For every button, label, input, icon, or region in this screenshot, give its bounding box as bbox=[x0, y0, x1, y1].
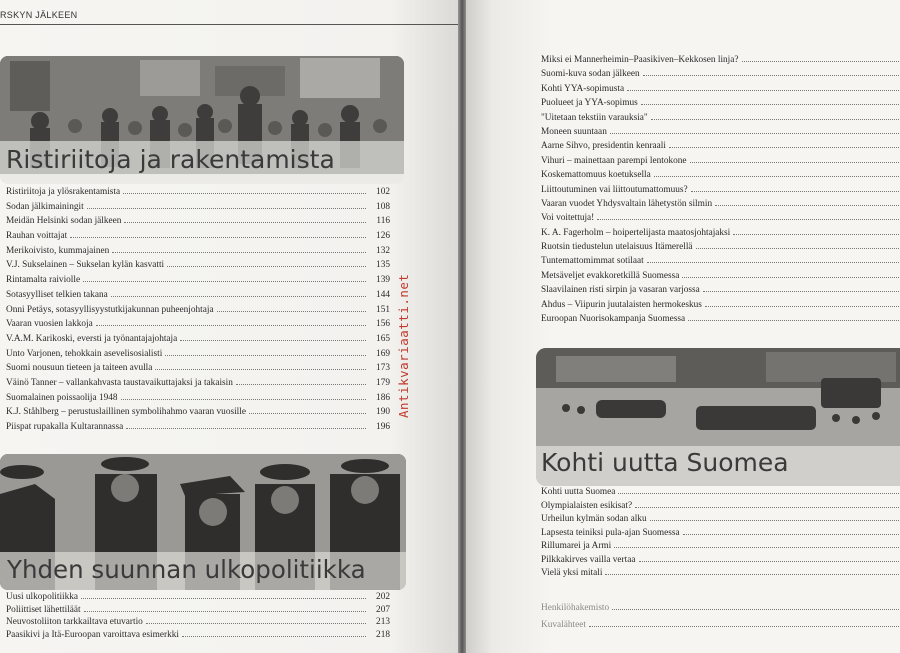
toc-entry-title: Neuvostoliiton tarkkailtava etuvartio bbox=[6, 617, 143, 628]
toc-entry-title: Merikoivisto, kummajainen bbox=[6, 245, 110, 256]
right-page bbox=[466, 0, 900, 653]
toc-entry-title: Miksi ei Mannerheimin–Paasikiven–Kekkosen linja? bbox=[541, 55, 739, 65]
toc-entry-title: Väinö Tanner – vallankahvasta taustavaikuttajaksi ja takaisin bbox=[6, 377, 233, 388]
toc-entry bbox=[541, 314, 900, 328]
toc-entry-page: 116 bbox=[376, 216, 390, 227]
toc-entry bbox=[6, 260, 390, 275]
section-title-ulkopolitiikka: Yhden suunnan ulkopolitiikka bbox=[7, 555, 366, 584]
toc-entry-title: Vaaran vuosien lakkoja bbox=[6, 319, 93, 330]
toc-entry-page: 108 bbox=[376, 201, 390, 212]
toc-entry-title: V.A.M. Karikoski, eversti ja työnantajajohtaja bbox=[6, 333, 178, 344]
toc-leader-dots bbox=[688, 320, 900, 321]
toc-entry-title: Uusi ulkopolitiikka bbox=[6, 592, 79, 602]
toc-entry bbox=[6, 378, 390, 393]
header-rule bbox=[0, 24, 458, 25]
toc-leader-dots bbox=[647, 262, 900, 263]
toc-entry bbox=[541, 242, 900, 256]
toc-entry-page: 169 bbox=[376, 348, 390, 359]
toc-entry-title: Lapsesta teiniksi pula-ajan Suomessa bbox=[541, 527, 680, 538]
toc-entry-page: 156 bbox=[376, 319, 390, 330]
toc-leader-dots bbox=[650, 520, 900, 521]
toc-leader-dots bbox=[165, 355, 366, 356]
toc-entry bbox=[541, 256, 900, 270]
toc-entry-page: 173 bbox=[376, 363, 390, 374]
toc-leader-dots bbox=[155, 369, 366, 370]
toc-entry-page: 196 bbox=[376, 422, 390, 432]
toc-entry-title: Unto Varjonen, tehokkain asevelisosialisti bbox=[6, 348, 163, 359]
toc-entry bbox=[541, 528, 900, 542]
toc-entry bbox=[541, 185, 900, 199]
toc-entry-title: K.J. Ståhlberg – perustuslaillinen symbolihahmo vaaran vuosille bbox=[6, 407, 246, 418]
toc-leader-dots bbox=[641, 104, 900, 105]
toc-leader-dots bbox=[126, 428, 366, 429]
toc-entry-title: Suomalainen poissaolija 1948 bbox=[6, 392, 118, 403]
toc-entry-page: 190 bbox=[376, 407, 390, 418]
toc-entry bbox=[541, 84, 900, 98]
toc-entry-title: Euroopan Nuorisokampanja Suomessa bbox=[541, 314, 686, 325]
toc-entry-title: Kuvalähteet bbox=[541, 620, 586, 630]
toc-entry bbox=[6, 202, 390, 217]
toc-leader-dots bbox=[167, 266, 366, 267]
toc-leader-dots bbox=[614, 547, 900, 548]
toc-entry-page: 139 bbox=[376, 275, 390, 286]
toc-entry-title: Ruotsin tiedustelun utelaisuus Itämerellä bbox=[541, 242, 693, 253]
toc-entry bbox=[6, 617, 390, 630]
toc-entry bbox=[541, 98, 900, 112]
toc-entry bbox=[6, 605, 390, 618]
toc-entry bbox=[541, 514, 900, 528]
toc-entry bbox=[541, 69, 900, 83]
toc-leader-dots bbox=[643, 75, 900, 76]
toc-leader-dots bbox=[639, 561, 900, 562]
toc-entry-page: 151 bbox=[376, 304, 390, 315]
toc-leader-dots bbox=[589, 626, 900, 627]
toc-leader-dots bbox=[84, 611, 366, 612]
toc-leader-dots bbox=[703, 291, 900, 292]
toc-entry bbox=[541, 487, 900, 501]
toc-entry bbox=[541, 271, 900, 285]
toc-leader-dots bbox=[742, 61, 900, 62]
toc-entry-title: "Uitetaan tekstiin varauksia" bbox=[541, 112, 648, 123]
toc-entry-title: Rintamalta raiviolle bbox=[6, 275, 81, 286]
toc-entry-page: 126 bbox=[376, 231, 390, 242]
toc-entry bbox=[541, 156, 900, 170]
toc-entry-page: 207 bbox=[376, 604, 390, 615]
toc-entry bbox=[6, 216, 390, 231]
toc-entry-title: Kohti YYA-sopimusta bbox=[541, 83, 625, 94]
toc-leader-dots bbox=[123, 193, 366, 194]
toc-entry bbox=[541, 620, 900, 637]
toc-entry-title: K. A. Fagerholm – hoipertelijasta maatosjohtajaksi bbox=[541, 227, 731, 238]
toc-leader-dots bbox=[605, 574, 900, 575]
toc-leader-dots bbox=[96, 325, 366, 326]
toc-entry-page: 179 bbox=[376, 377, 390, 388]
toc-leader-dots bbox=[733, 234, 900, 235]
toc-leader-dots bbox=[124, 222, 366, 223]
toc-entry-title: Henkilöhakemisto bbox=[541, 603, 610, 613]
toc-entry bbox=[541, 228, 900, 242]
toc-leader-dots bbox=[669, 147, 900, 148]
toc-entry-title: Aarne Sihvo, presidentin kenraali bbox=[541, 141, 666, 152]
toc-entry bbox=[6, 305, 390, 320]
toc-leader-dots bbox=[682, 277, 900, 278]
toc-leader-dots bbox=[70, 237, 366, 238]
toc-entry-page: 132 bbox=[376, 245, 390, 256]
toc-entry-page: 135 bbox=[376, 260, 390, 271]
toc-entry-title: Sotasyylliset telkien takana bbox=[6, 289, 108, 300]
toc-entry bbox=[541, 170, 900, 184]
toc-leader-dots bbox=[87, 208, 366, 209]
toc-leader-dots bbox=[111, 296, 366, 297]
toc-entry bbox=[541, 55, 900, 69]
toc-entry bbox=[6, 187, 390, 202]
toc-entry-title: Urheilun kylmän sodan alku bbox=[541, 514, 647, 524]
toc-leader-dots bbox=[696, 248, 900, 249]
toc-entry-title: Ristiriitoja ja ylösrakentamista bbox=[6, 187, 121, 197]
toc-entry bbox=[6, 422, 390, 437]
toc-continued bbox=[541, 55, 900, 328]
toc-entry bbox=[6, 592, 390, 605]
toc-entry bbox=[6, 275, 390, 290]
toc-leader-dots bbox=[83, 281, 366, 282]
toc-entry bbox=[541, 603, 900, 620]
toc-entry-title: Rillumarei ja Armi bbox=[541, 541, 612, 551]
toc-back-matter bbox=[541, 603, 900, 637]
toc-leader-dots bbox=[654, 176, 900, 177]
toc-entry-title: Tuntemattomimmat sotilaat bbox=[541, 256, 644, 267]
toc-entry-title: Olympialaisten esikisat? bbox=[541, 500, 633, 511]
toc-leader-dots bbox=[146, 623, 366, 624]
section-title-kohti: Kohti uutta Suomea bbox=[541, 448, 789, 477]
toc-entry bbox=[541, 141, 900, 155]
toc-entry-page: 186 bbox=[376, 392, 390, 403]
toc-leader-dots bbox=[236, 384, 366, 385]
toc-leader-dots bbox=[705, 306, 900, 307]
running-header: RSKYN JÄLKEEN bbox=[0, 10, 78, 20]
toc-entry-title: Puolueet ja YYA-sopimus bbox=[541, 98, 638, 109]
book-gutter bbox=[458, 0, 466, 653]
toc-entry-title: Paasikivi ja Itä-Euroopan varoittava esimerkki bbox=[6, 629, 179, 640]
toc-entry-title: Pilkkakirves vailla vertaa bbox=[541, 554, 636, 565]
toc-entry-title: V.J. Sukselainen – Sukselan kylän kasvatti bbox=[6, 260, 165, 271]
toc-entry bbox=[541, 113, 900, 127]
toc-entry-title: Vihuri – mainettaan parempi lentokone bbox=[541, 155, 687, 166]
toc-ristiriitoja bbox=[6, 187, 390, 437]
toc-entry bbox=[6, 349, 390, 364]
toc-entry-page: 202 bbox=[376, 592, 390, 602]
toc-entry bbox=[541, 555, 900, 569]
toc-entry-title: Meidän Helsinki sodan jälkeen bbox=[6, 216, 122, 227]
toc-entry-page: 165 bbox=[376, 333, 390, 344]
toc-entry-title: Vaaran vuodet Yhdysvaltain lähetystön silmin bbox=[541, 198, 713, 209]
section-ulkopolitiikka-banner bbox=[0, 454, 406, 590]
toc-entry-title: Vielä yksi mitali bbox=[541, 568, 603, 578]
toc-entry bbox=[6, 630, 390, 643]
toc-entry bbox=[6, 246, 390, 261]
toc-leader-dots bbox=[180, 340, 366, 341]
section-kohti-banner bbox=[536, 348, 900, 486]
toc-entry bbox=[6, 363, 390, 378]
toc-leader-dots bbox=[112, 252, 366, 253]
toc-leader-dots bbox=[182, 636, 366, 637]
toc-entry bbox=[541, 568, 900, 582]
toc-entry-title: Metsäveljet evakkoretkillä Suomessa bbox=[541, 270, 680, 281]
toc-leader-dots bbox=[612, 609, 900, 610]
toc-entry-page: 213 bbox=[376, 617, 390, 628]
toc-entry bbox=[541, 199, 900, 213]
antikvariaatti-watermark: Antikvariaatti.net bbox=[396, 273, 411, 418]
toc-entry bbox=[6, 334, 390, 349]
toc-entry-title: Suomi nousuun tieteen ja taiteen avulla bbox=[6, 363, 153, 374]
toc-leader-dots bbox=[691, 191, 900, 192]
toc-entry-title: Koskemattomuus koetuksella bbox=[541, 170, 651, 181]
toc-entry-title: Rauhan voittajat bbox=[6, 231, 68, 242]
toc-entry bbox=[541, 300, 900, 314]
toc-leader-dots bbox=[651, 119, 900, 120]
toc-entry-title: Onni Petäys, sotasyyllisyystutkijakunnan puheenjohtaja bbox=[6, 304, 214, 315]
toc-leader-dots bbox=[635, 507, 900, 508]
toc-entry-page: 144 bbox=[376, 289, 390, 300]
toc-leader-dots bbox=[121, 399, 366, 400]
toc-entry-title: Suomi-kuva sodan jälkeen bbox=[541, 69, 640, 80]
toc-entry bbox=[541, 285, 900, 299]
toc-entry bbox=[6, 231, 390, 246]
toc-leader-dots bbox=[81, 598, 366, 599]
toc-ulkopolitiikka bbox=[6, 592, 390, 642]
toc-leader-dots bbox=[610, 133, 900, 134]
toc-entry-title: Kohti uutta Suomea bbox=[541, 487, 616, 497]
toc-entry-title: Piispat rupakalla Kultarannassa bbox=[6, 422, 124, 432]
toc-entry-title: Ahdus – Viipurin juutalaisten hermokeskus bbox=[541, 299, 702, 310]
toc-leader-dots bbox=[715, 205, 900, 206]
toc-leader-dots bbox=[217, 311, 366, 312]
toc-leader-dots bbox=[683, 534, 900, 535]
toc-entry bbox=[541, 501, 900, 515]
toc-entry-page: 102 bbox=[376, 187, 390, 197]
toc-entry-title: Slaavilainen risti sirpin ja vasaran varjossa bbox=[541, 285, 700, 296]
toc-entry bbox=[6, 290, 390, 305]
toc-leader-dots bbox=[249, 413, 366, 414]
toc-entry-title: Sodan jälkimainingit bbox=[6, 201, 84, 212]
section-title-ristiriitoja: Ristiriitoja ja rakentamista bbox=[6, 145, 335, 174]
toc-entry-page: 218 bbox=[376, 629, 390, 640]
toc-entry bbox=[6, 393, 390, 408]
toc-entry-title: Moneen suuntaan bbox=[541, 126, 607, 137]
toc-entry bbox=[6, 407, 390, 422]
toc-entry bbox=[541, 213, 900, 227]
toc-entry bbox=[6, 319, 390, 334]
toc-leader-dots bbox=[618, 493, 900, 494]
toc-entry-title: Liittoutuminen vai liittoutumattomuus? bbox=[541, 184, 688, 195]
toc-leader-dots bbox=[690, 162, 900, 163]
toc-leader-dots bbox=[627, 90, 900, 91]
toc-entry-title: Voi voitettuja! bbox=[541, 213, 595, 224]
toc-leader-dots bbox=[597, 219, 900, 220]
section-ristiriitoja-banner bbox=[0, 56, 404, 184]
toc-entry bbox=[541, 127, 900, 141]
toc-entry bbox=[541, 541, 900, 555]
toc-entry-title: Poliittiset lähettiläät bbox=[6, 604, 81, 615]
toc-kohti bbox=[541, 487, 900, 582]
